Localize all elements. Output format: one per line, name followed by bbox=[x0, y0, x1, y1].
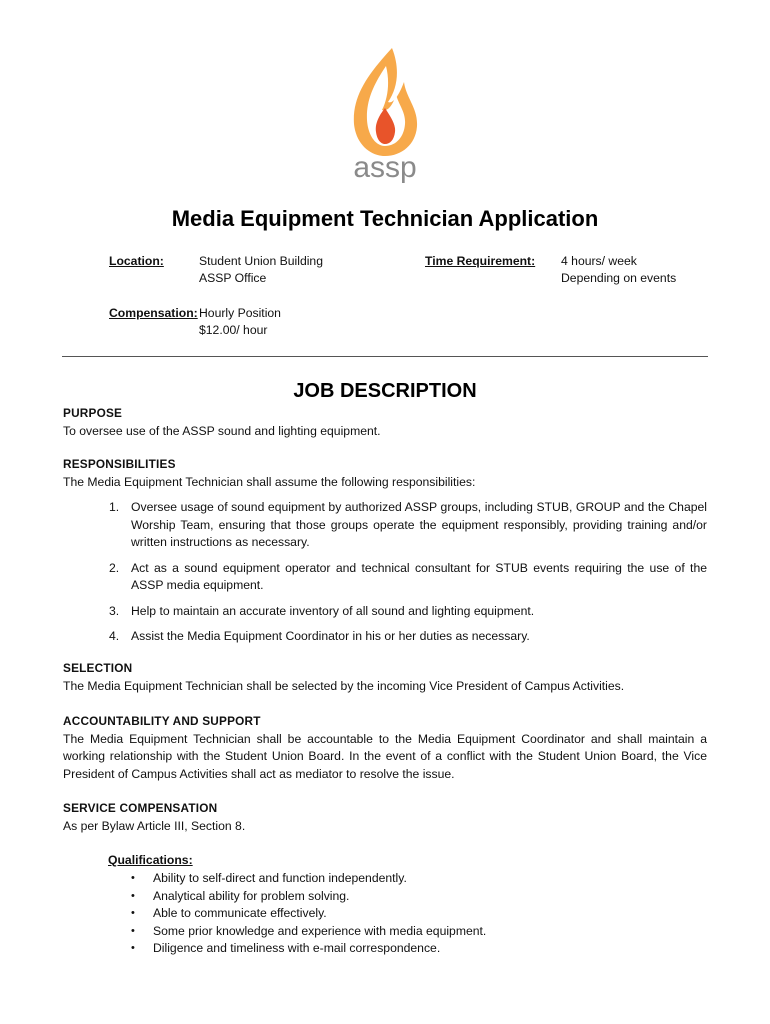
responsibilities-intro: The Media Equipment Technician shall assume the following responsibilities: bbox=[63, 474, 476, 489]
service-compensation-section bbox=[63, 800, 707, 835]
purpose-heading: PURPOSE bbox=[63, 406, 123, 420]
list-text: Some prior knowledge and experience with media equipment. bbox=[153, 923, 487, 938]
bullet-icon: • bbox=[131, 872, 135, 884]
list-text: Ability to self-direct and function independently. bbox=[153, 871, 407, 885]
location-line-2: ASSP Office bbox=[199, 271, 267, 285]
list-item bbox=[63, 628, 707, 646]
service-compensation-heading: SERVICE COMPENSATION bbox=[63, 801, 218, 815]
time-line-1: 4 hours/ week bbox=[561, 254, 637, 268]
list-text: Oversee usage of sound equipment by authorized ASSP groups, including STUB, GROUP and the Chapel Worship Team, ensuring that those groups operate the equipment responsibly, providing training and/or written instructions as necessary. bbox=[131, 500, 707, 549]
list-text: Help to maintain an accurate inventory of all sound and lighting equipment. bbox=[131, 603, 535, 618]
list-item bbox=[63, 870, 707, 888]
qualifications-section bbox=[63, 870, 707, 958]
accountability-heading: ACCOUNTABILITY AND SUPPORT bbox=[63, 714, 261, 728]
bullet-icon: • bbox=[131, 889, 135, 902]
list-item bbox=[63, 905, 707, 923]
logo-wordmark: assp bbox=[353, 151, 417, 184]
purpose-text: To oversee use of the ASSP sound and lighting equipment. bbox=[63, 423, 381, 438]
list-item bbox=[63, 940, 707, 958]
time-requirement-label: Time Requirement: bbox=[425, 254, 536, 268]
divider bbox=[62, 356, 708, 357]
qualifications-heading: Qualifications: bbox=[108, 853, 193, 867]
list-text: Assist the Media Equipment Coordinator in his or her duties as necessary. bbox=[131, 629, 530, 643]
list-item bbox=[63, 560, 707, 595]
page-title: Media Equipment Technician Application bbox=[171, 206, 599, 231]
responsibilities-section bbox=[63, 456, 707, 654]
list-number: 2. bbox=[109, 560, 120, 575]
accountability-text: The Media Equipment Technician shall be accountable to the Media Equipment Coordinator and shall maintain a working relationship with the Student Union Board. In the event of a conflict with the Student Union Board, the Vice President of Campus Activities shall act as mediator to resolve the issue. bbox=[63, 731, 707, 781]
responsibilities-heading: RESPONSIBILITIES bbox=[63, 457, 176, 471]
bullet-icon: • bbox=[131, 924, 135, 937]
list-number: 4. bbox=[109, 629, 120, 643]
bullet-icon: • bbox=[131, 942, 135, 954]
list-item bbox=[63, 603, 707, 621]
compensation-line-1: Hourly Position bbox=[199, 306, 281, 320]
location-line-1: Student Union Building bbox=[199, 254, 323, 268]
purpose-section bbox=[63, 405, 707, 440]
list-item bbox=[63, 888, 707, 906]
flame-icon bbox=[340, 44, 430, 194]
bullet-icon: • bbox=[131, 907, 135, 919]
list-number: 1. bbox=[109, 500, 120, 514]
accountability-section bbox=[63, 713, 707, 783]
qualifications-list bbox=[63, 870, 707, 958]
selection-section bbox=[63, 660, 707, 695]
list-item bbox=[63, 499, 707, 552]
time-line-2: Depending on events bbox=[561, 271, 677, 285]
responsibilities-list bbox=[63, 499, 707, 646]
location-label: Location: bbox=[109, 254, 164, 268]
job-description-heading: JOB DESCRIPTION bbox=[293, 380, 477, 402]
list-text: Analytical ability for problem solving. bbox=[153, 888, 350, 903]
list-item bbox=[63, 923, 707, 941]
service-compensation-text: As per Bylaw Article III, Section 8. bbox=[63, 818, 246, 833]
list-text: Able to communicate effectively. bbox=[153, 906, 327, 920]
list-text: Diligence and timeliness with e-mail correspondence. bbox=[153, 941, 441, 955]
list-text: Act as a sound equipment operator and technical consultant for STUB events requiring the use of the ASSP media equipment. bbox=[131, 560, 707, 592]
assp-logo bbox=[340, 44, 430, 194]
selection-text: The Media Equipment Technician shall be selected by the incoming Vice President of Campus Activities. bbox=[63, 678, 625, 693]
compensation-line-2: $12.00/ hour bbox=[199, 323, 268, 337]
selection-heading: SELECTION bbox=[63, 661, 133, 675]
list-number: 3. bbox=[109, 603, 120, 618]
compensation-label: Compensation: bbox=[109, 306, 198, 320]
